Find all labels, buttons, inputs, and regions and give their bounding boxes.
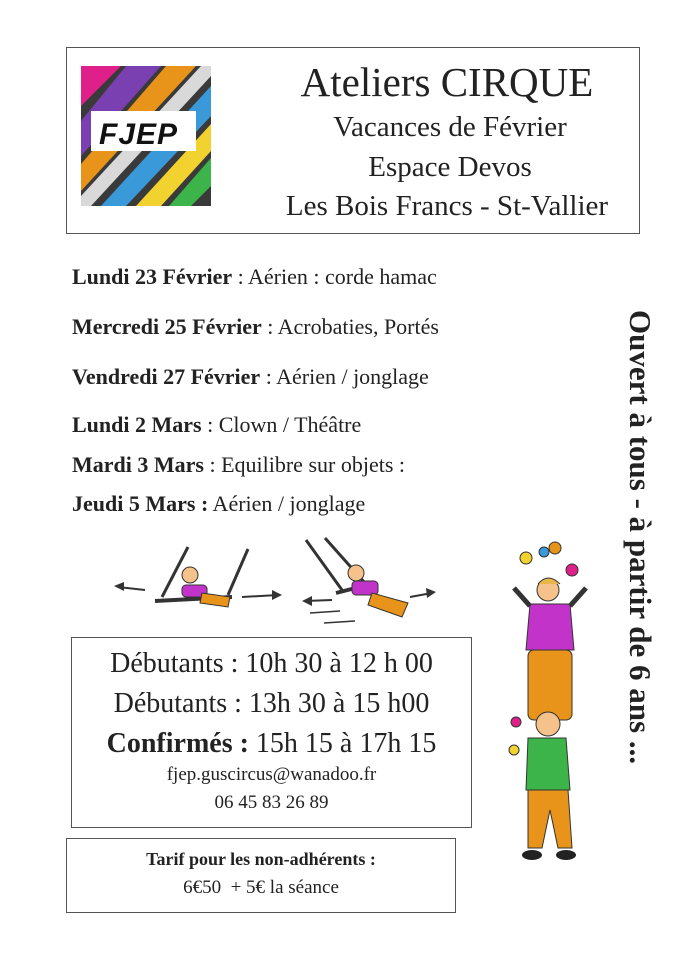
schedule-row xyxy=(72,314,439,340)
hours-line xyxy=(72,728,471,760)
tariff-title: Tarif pour les non-adhérents : xyxy=(146,849,376,869)
tariff-box xyxy=(66,838,456,913)
schedule-day: Lundi 23 Février xyxy=(72,264,233,289)
trapeze-illustration xyxy=(110,535,450,635)
schedule-activity: : Acrobaties, Portés xyxy=(261,314,439,339)
juggler-illustration xyxy=(500,540,600,870)
page-title: Ateliers CIRQUE xyxy=(300,59,594,105)
fjep-logo xyxy=(81,66,211,206)
schedule-activity: Aérien / jonglage xyxy=(208,491,366,516)
tariff-price: 6€50 + 5€ la séance xyxy=(183,877,339,898)
hours-label: Débutants xyxy=(110,648,224,679)
header-box xyxy=(66,47,640,234)
subtitle-venue: Espace Devos xyxy=(368,151,532,183)
schedule-activity: : Aérien : corde hamac xyxy=(232,264,437,289)
schedule-row xyxy=(72,412,361,438)
schedule-row xyxy=(72,452,405,478)
schedule-day: Vendredi 27 Février xyxy=(72,364,261,389)
schedule-day: Jeudi 5 Mars : xyxy=(72,491,209,516)
subtitle-vacation: Vacances de Février xyxy=(333,111,567,143)
logo-text: FJEP xyxy=(99,118,179,151)
hours-line xyxy=(72,688,471,720)
schedule-day: Mardi 3 Mars xyxy=(72,452,204,477)
schedule-row xyxy=(72,364,429,390)
hours-time: : 10h 30 à 12 h 00 xyxy=(223,648,433,679)
hours-box xyxy=(71,637,472,828)
hours-line xyxy=(72,648,471,680)
schedule-activity: : Aérien / jonglage xyxy=(260,364,429,389)
hours-time: : 13h 30 à 15 h00 xyxy=(227,688,430,719)
schedule-row xyxy=(72,491,365,517)
schedule-day: Lundi 2 Mars xyxy=(72,412,202,437)
schedule-activity: : Clown / Théâtre xyxy=(201,412,362,437)
subtitle-location: Les Bois Francs - St-Vallier xyxy=(285,190,609,222)
hours-time: 15h 15 à 17h 15 xyxy=(248,728,437,759)
schedule-activity: : Equilibre sur objets : xyxy=(203,452,405,477)
hours-label: Confirmés : xyxy=(106,728,249,759)
contact-phone[interactable]: 06 45 83 26 89 xyxy=(214,792,329,813)
open-to-all-text: Ouvert à tous - à partir de 6 ans ... xyxy=(623,310,658,765)
schedule-row xyxy=(72,264,437,290)
schedule-day: Mercredi 25 Février xyxy=(72,314,262,339)
contact-email[interactable]: fjep.guscircus@wanadoo.fr xyxy=(166,764,377,785)
hours-label: Débutants xyxy=(113,688,228,719)
